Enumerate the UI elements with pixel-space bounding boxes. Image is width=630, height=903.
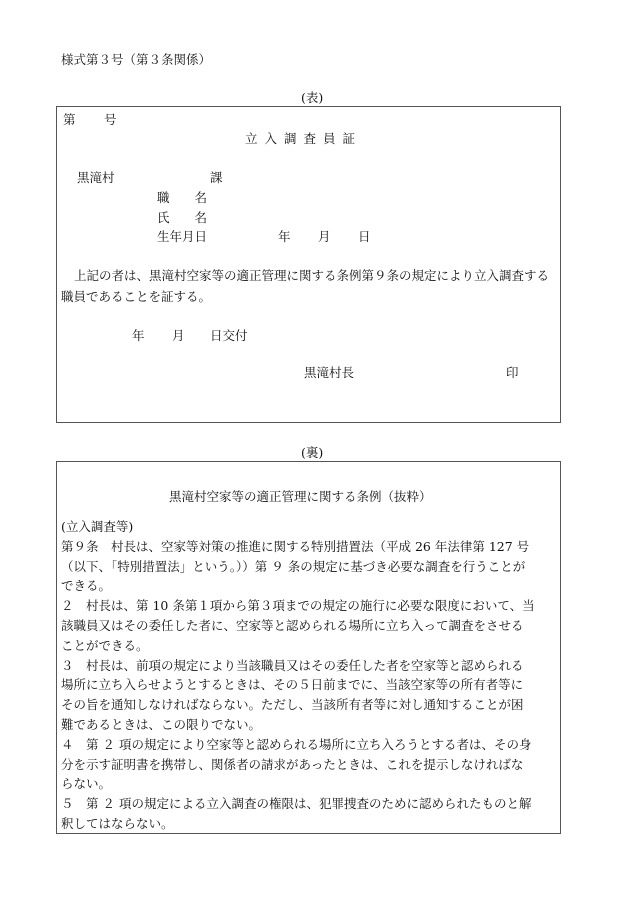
excerpt-line: ２ 村長は、第 10 条第１項から第３項までの規定の施行に必要な限度において、当 (61, 598, 535, 614)
excerpt-line: （以下、「特別措置法」という。））第 ９ 条の規定に基づき必要な調査を行うことが (61, 558, 526, 574)
ordinance-title: 黒滝村空家等の適正管理に関する条例（抜粋） (169, 489, 432, 504)
seal-mark: 印 (506, 365, 519, 380)
back-side-label: (裏) (301, 445, 324, 460)
village-prefix: 黒滝村 (77, 170, 115, 185)
birth-year-label: 年 (278, 229, 291, 244)
issuer-name: 黒滝村長 (304, 365, 355, 380)
card-title: 立入調査員証 (245, 131, 363, 146)
excerpt-line: 釈してはならない。 (61, 815, 174, 831)
ordinance-excerpt (61, 517, 557, 834)
birthdate-label: 生年月日 (157, 229, 208, 244)
card-number-suffix: 号 (104, 112, 117, 127)
excerpt-line: ３ 村長は、前項の規定により当該職員又はその委任した者を空家等と認められる (61, 657, 524, 673)
issue-day-label: 日交付 (210, 328, 248, 343)
card-number-label: 第 (63, 112, 76, 127)
section-suffix: 課 (210, 170, 223, 185)
excerpt-line: らない。 (61, 776, 112, 792)
excerpt-line: 場所に立ち入らせようとするときは、その５日前までに、当該空家等の所有者等に (61, 677, 524, 693)
excerpt-line: 第９条 村長は、空家等対策の推進に関する特別措置法（平成 26 年法律第 127 号 (61, 538, 530, 554)
birth-day-label: 日 (358, 229, 371, 244)
excerpt-line: (立入調査等) (61, 519, 134, 534)
form-number: 様式第３号（第３条関係） (61, 52, 212, 67)
certification-text: 上記の者は、黒滝村空家等の適正管理に関する条例第９条の規定により立入調査する職員であることを証する。 (61, 268, 550, 304)
birth-month-label: 月 (318, 229, 331, 244)
excerpt-line: ４ 第 ２ 項の規定により空家等と認められる場所に立ち入ろうとする者は、その身 (61, 736, 532, 752)
excerpt-line: ことができる。 (61, 637, 149, 653)
excerpt-line: 難であるときは、この限りでない。 (61, 716, 262, 732)
excerpt-line: 該職員又はその委任した者に、空家等と認められる場所に立ち入って調査をさせる (61, 617, 524, 633)
excerpt-line: できる。 (61, 578, 112, 594)
excerpt-line: ５ 第 ２ 項の規定による立入調査の権限は、犯罪捜査のために認められたものと解 (61, 796, 532, 812)
name-label: 氏 名 (157, 210, 208, 225)
issue-year-label: 年 (132, 328, 145, 343)
excerpt-line: その旨を通知しなければならない。ただし、当該所有者等に対し通知することが困 (61, 697, 524, 713)
front-side-label: (表) (301, 90, 324, 105)
excerpt-line: 分を示す証明書を携帯し、関係者の請求があったときは、これを提示しなければな (61, 756, 524, 772)
issue-month-label: 月 (172, 328, 185, 343)
position-label: 職 名 (157, 190, 208, 205)
